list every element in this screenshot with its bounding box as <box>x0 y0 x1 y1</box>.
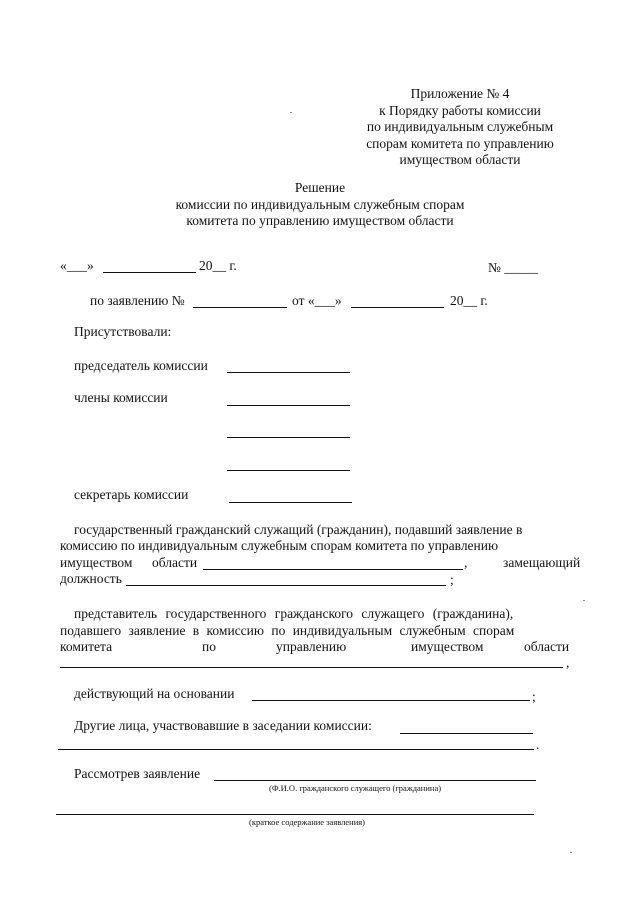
appendix-line-2: к Порядку работы комиссии <box>379 102 541 118</box>
review-label: Рассмотрев заявление <box>74 766 201 781</box>
civil-servant-line-3-mid: области <box>152 555 198 570</box>
title-line-2: комиссии по индивидуальным служебным спорам <box>175 196 465 212</box>
appendix-header <box>340 86 580 169</box>
scan-speck <box>290 112 292 113</box>
review-summary-line[interactable] <box>56 814 534 815</box>
civil-servant-line-3-start: имуществом <box>60 555 133 570</box>
appendix-line-4: спорам комитета по управлению <box>366 135 554 151</box>
appendix-line-1: Приложение № 4 <box>410 86 510 101</box>
title-heading: Решение <box>294 180 346 195</box>
civil-servant-line-3-end: замещающий <box>503 555 581 570</box>
representative-word-4: имуществом <box>411 639 484 654</box>
review-name-line[interactable] <box>214 780 536 781</box>
others-line-2[interactable] <box>58 749 534 750</box>
representative-word-3: управлению <box>276 639 347 654</box>
application-year-text: 20__ г. <box>450 293 488 308</box>
review-name-caption: (Ф.И.О. гражданского служащего (гражданина) <box>269 783 442 793</box>
representative-line-2: подавшего заявление в комиссию по индивидуальным служебным спорам <box>60 623 515 638</box>
basis-label: действующий на основании <box>74 686 235 701</box>
civil-servant-position-line[interactable] <box>126 585 446 586</box>
members-label: члены комиссии <box>74 390 168 405</box>
member-line-2[interactable] <box>227 437 350 438</box>
decision-title <box>110 180 530 230</box>
chairman-label: председатель комиссии <box>74 358 208 373</box>
basis-semicolon: ; <box>532 689 536 704</box>
scan-speck <box>583 600 585 601</box>
civil-servant-line-2: комиссию по индивидуальным служебным спорам комитета по управлению <box>60 538 499 553</box>
title-line-3: комитета по управлению имуществом области <box>186 213 454 228</box>
date-month-line[interactable] <box>103 272 196 273</box>
date-day-field[interactable]: «___» <box>60 258 94 273</box>
application-from: от «___» <box>292 293 342 308</box>
secretary-line[interactable] <box>229 502 352 503</box>
basis-line[interactable] <box>252 700 530 701</box>
others-label: Другие лица, участвовавшие в заседании комиссии: <box>74 718 372 733</box>
present-label: Присутствовали: <box>74 324 172 339</box>
civil-servant-name-line[interactable] <box>203 569 463 570</box>
decision-number-field[interactable]: № _____ <box>488 260 539 275</box>
civil-servant-line-1: государственный гражданский служащий (гражданин), подавший заявление в <box>74 522 523 537</box>
representative-line-1: представитель государственного гражданского служащего (гражданина), <box>74 606 514 621</box>
member-line-1[interactable] <box>227 405 350 406</box>
representative-word-1: комитета <box>60 639 113 654</box>
others-line-1[interactable] <box>400 733 533 734</box>
application-month-line[interactable] <box>351 307 444 308</box>
representative-word-5: области <box>524 639 570 654</box>
representative-word-2: по <box>202 639 216 654</box>
civil-servant-line-4-start: должность <box>60 571 122 586</box>
appendix-line-5: имуществом области <box>399 152 521 167</box>
review-summary-caption: (краткое содержание заявления) <box>249 817 365 827</box>
civil-servant-semicolon: ; <box>450 572 454 587</box>
secretary-label: секретарь комиссии <box>74 487 189 502</box>
application-label: по заявлению № <box>90 293 185 308</box>
representative-name-line[interactable] <box>60 667 563 668</box>
member-line-3[interactable] <box>227 470 350 471</box>
others-period: . <box>536 737 540 752</box>
chairman-line[interactable] <box>227 372 350 373</box>
civil-servant-comma: , <box>464 555 468 570</box>
appendix-line-3: по индивидуальным служебным <box>366 119 554 134</box>
scan-speck <box>570 852 572 853</box>
application-number-line[interactable] <box>193 307 287 308</box>
representative-comma: , <box>566 655 570 670</box>
date-year-text: 20__ г. <box>199 258 237 273</box>
